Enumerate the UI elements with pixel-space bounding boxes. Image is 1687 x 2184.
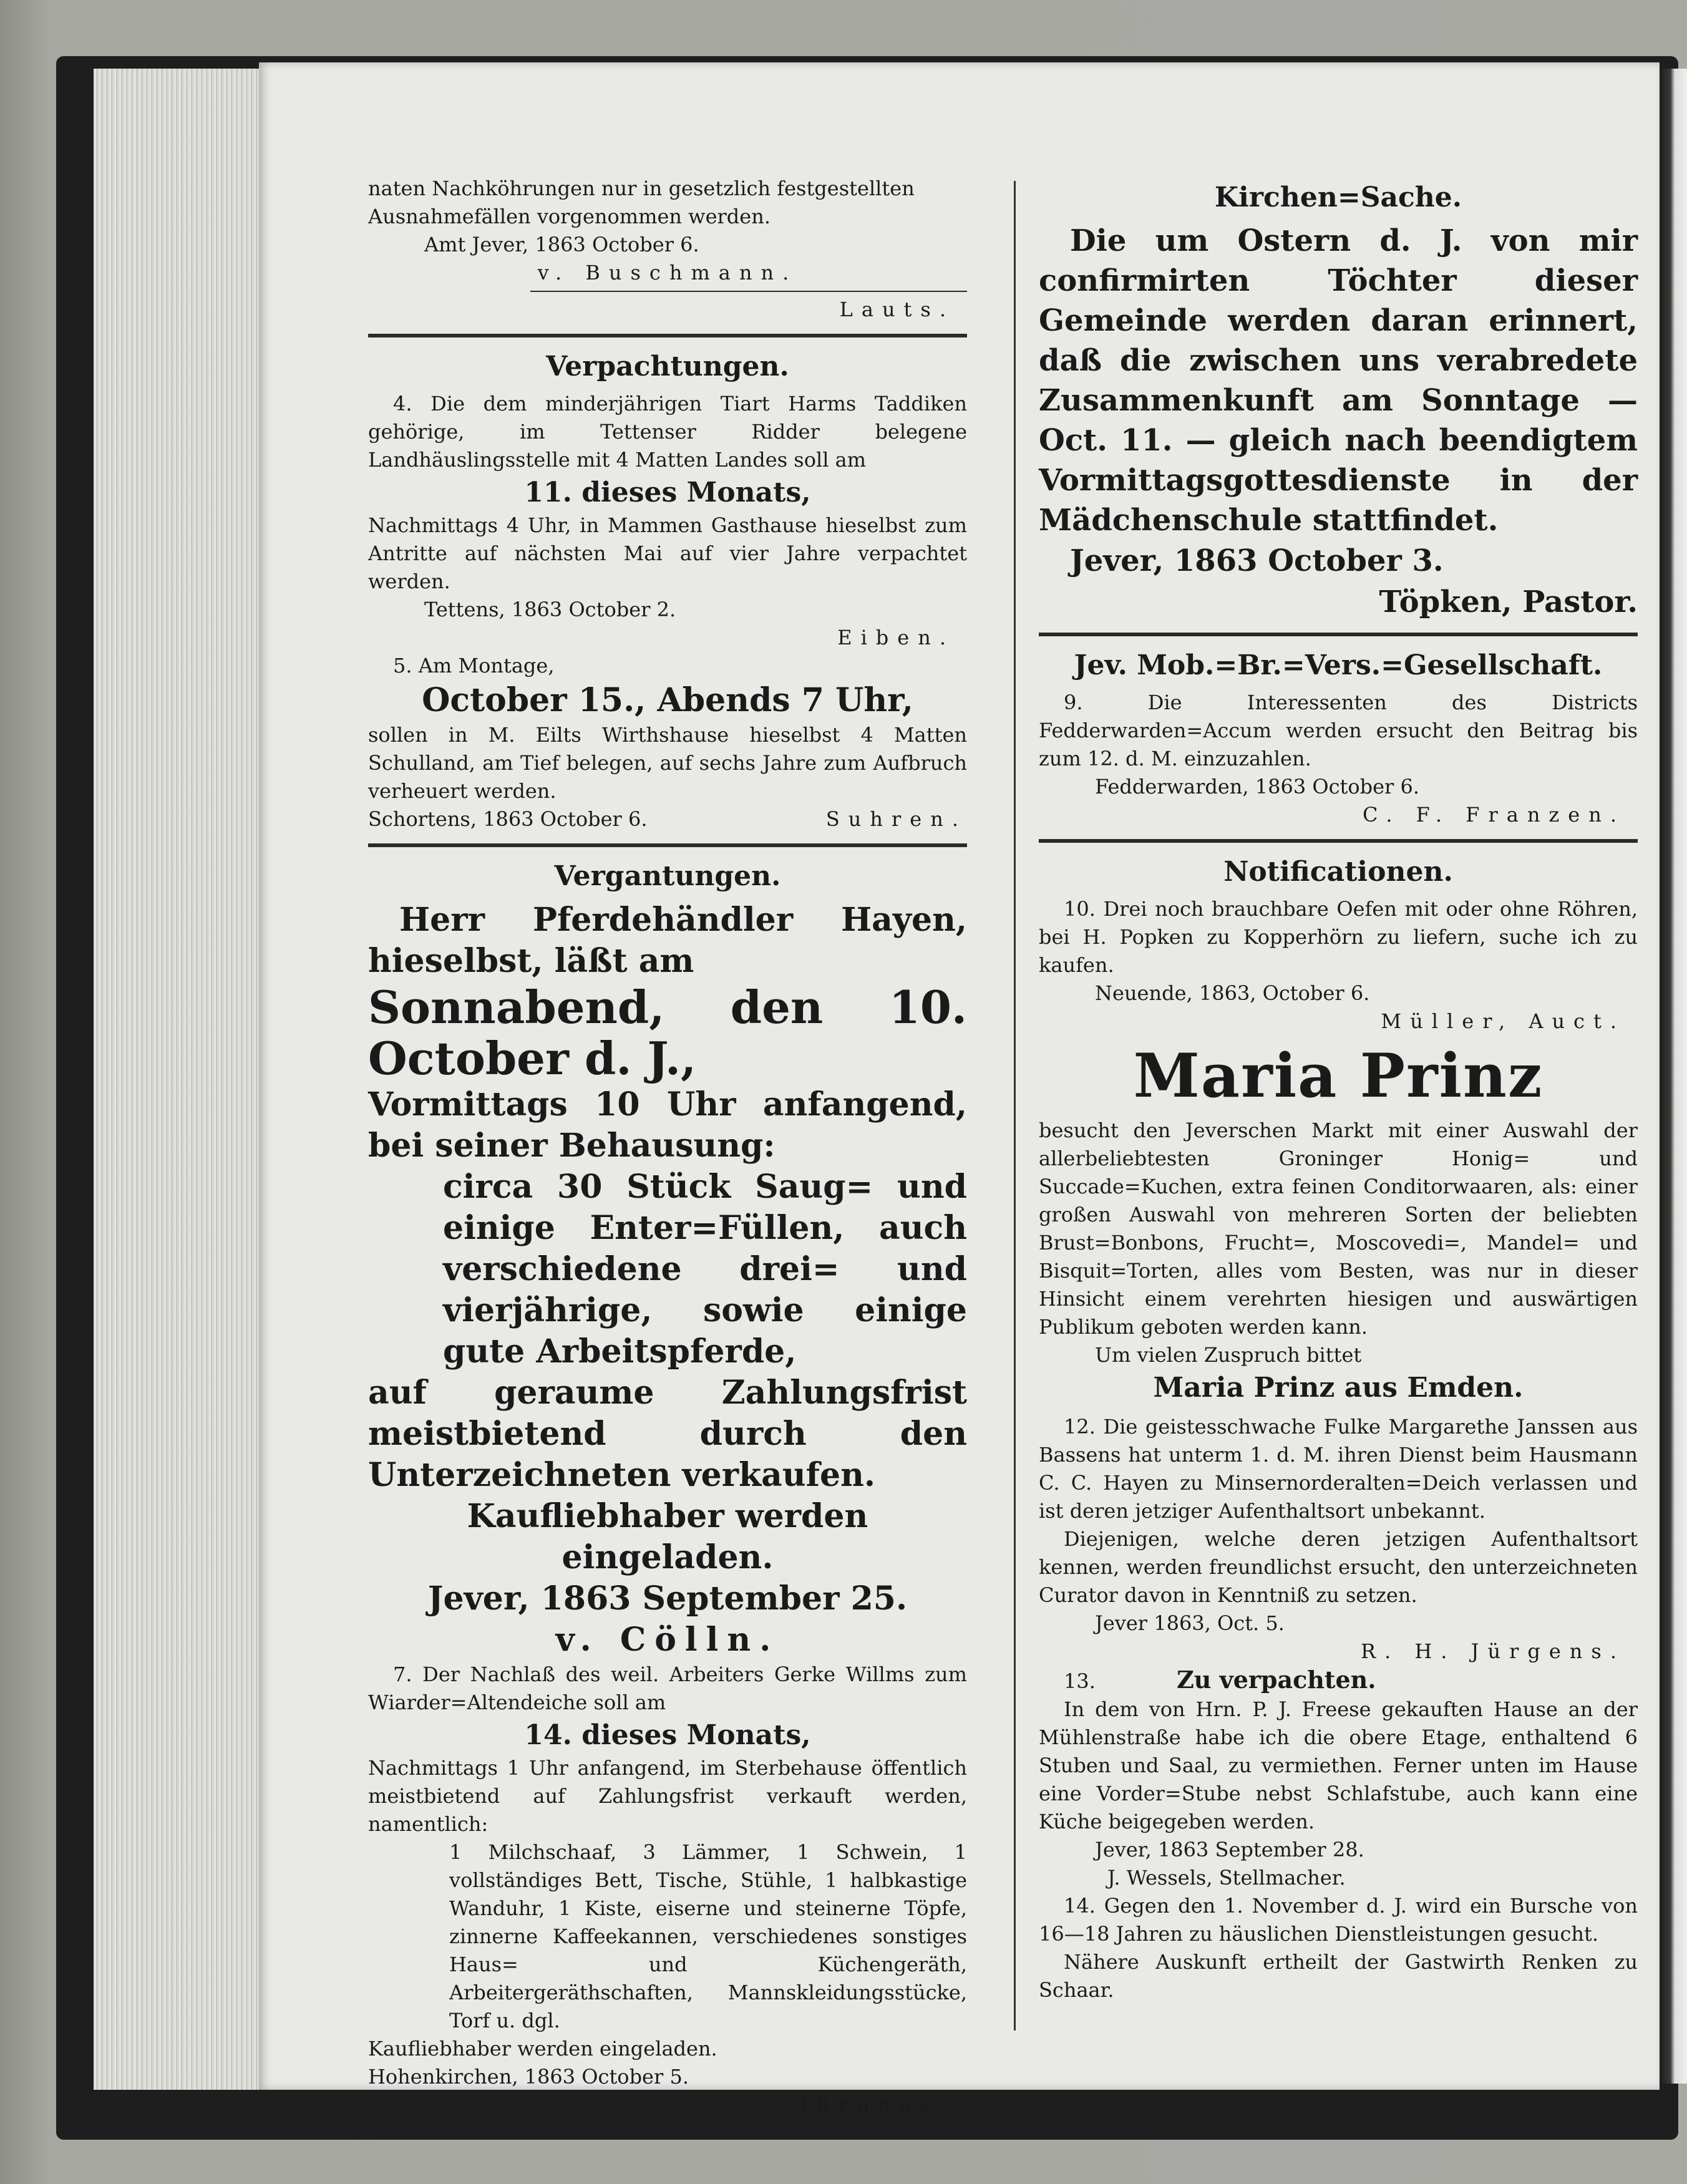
notice-5-text: sollen in M. Eilts Wirthshause hieselbst 4 Matten Schulland, am Tief belegen, auf sechs Jahre zum Aufbruch verheuert werden.	[368, 723, 967, 803]
notice-10-signature: Müller, Auct.	[1381, 1009, 1625, 1033]
notice-4-signature: Eiben.	[837, 626, 955, 649]
notice-13-place: Jever, 1863 September 28.	[1095, 1838, 1364, 1861]
left-column	[368, 175, 967, 2119]
notice-13-heading: Zu verpachten.	[1177, 1666, 1376, 1694]
notice-12-text-2: Diejenigen, welche deren jetzigen Aufenthaltsort kennen, werden freundlichst ersucht, den unterzeichneten Curator davon in Kenntniß zu setzen.	[1039, 1527, 1638, 1607]
notice-12-text: 12. Die geistesschwache Fulke Margarethe Janssen aus Bassens hat unterm 1. d. M. ihren Dienst beim Hausmann C. C. Hayen zu Minsernorderalten=Deich verlassen und ist deren jetziger Aufenthaltsort unbekannt.	[1039, 1415, 1638, 1523]
amt-place-date: Amt Jever, 1863 October 6.	[424, 233, 699, 256]
notice-4-text: 4. Die dem minderjährigen Tiart Harms Taddiken gehörige, im Tettenser Ridder belegene Landhäuslingsstelle mit 4 Matten Landes soll am	[368, 392, 967, 472]
heading-notificationen: Notificationen.	[1223, 856, 1453, 888]
maria-prinz-title: Maria Prinz	[1133, 1041, 1544, 1111]
auction-items: circa 30 Stück Saug= und einige Enter=Füllen, auch verschiedene drei= und vierjährige, sowie einige gute Arbeitspferde,	[443, 1168, 967, 1371]
column-divider	[1014, 181, 1016, 2031]
notice-7-date: 14. dieses Monats,	[524, 1719, 811, 1751]
notice-7-text: 7. Der Nachlaß des weil. Arbeiters Gerke Willms zum Wiarder=Altendeiche soll am	[368, 1662, 967, 1714]
section-rule	[1039, 633, 1638, 636]
notice-7-list: 1 Milchschaaf, 3 Lämmer, 1 Schwein, 1 vollständiges Bett, Tische, Stühle, 1 halbkastige Wanduhr, 1 Kiste, eiserne und steinerne Töpfe, zinnerne Kaffeekannen, verschiedenes sonstiges Haus= und Küchengeräth, Arbeitergeräthschaften, Mannskleidungsstücke, Torf u. dgl.	[449, 1840, 967, 2032]
notice-7-invite: Kaufliebhaber werden eingeladen.	[368, 2037, 717, 2060]
notice-5-place: Schortens, 1863 October 6.	[368, 807, 648, 831]
auction-lead: Herr Pferdehändler Hayen, hieselbst, läßt am	[368, 901, 967, 980]
notice-7-text-2: Nachmittags 1 Uhr anfangend, im Sterbehause öffentlich meistbietend auf Zahlungsfrist verkauft werden, namentlich:	[368, 1756, 967, 1836]
notice-5-signature: Suhren.	[825, 807, 967, 831]
notice-4-date: 11. dieses Monats,	[524, 477, 811, 508]
notice-4-text-2: Nachmittags 4 Uhr, in Mammen Gasthause hieselbst zum Antritte auf nächsten Mai auf vier Jahre verpachtet werden.	[368, 513, 967, 593]
signature-buschmann: v. Buschmann.	[537, 261, 798, 284]
notice-5-date: October 15., Abends 7 Uhr,	[422, 681, 913, 719]
auction-signature: v. Cölln.	[555, 1621, 780, 1659]
signature-lauts: Lauts.	[839, 298, 955, 321]
section-rule	[368, 843, 967, 847]
notice-7-signature: Jürgens.	[800, 2093, 955, 2117]
notice-14-text-2: Nähere Auskunft ertheilt der Gastwirth Renken zu Schaar.	[1039, 1950, 1638, 2002]
notice-10-text: 10. Drei noch brauchbare Oefen mit oder ohne Röhren, bei H. Popken zu Kopperhörn zu liefern, suche ich zu kaufen.	[1039, 897, 1638, 977]
notice-10-place: Neuende, 1863, October 6.	[1095, 981, 1370, 1005]
notice-12-signature: R. H. Jürgens.	[1360, 1639, 1625, 1663]
book-gutter	[1660, 69, 1687, 2084]
church-notice-signature: Töpken, Pastor.	[1379, 585, 1638, 619]
maria-prinz-request: Um vielen Zuspruch bittet	[1095, 1343, 1362, 1367]
auction-invite: Kaufliebhaber werden eingeladen.	[467, 1497, 868, 1576]
page-edges	[94, 69, 259, 2090]
notice-13-text: In dem von Hrn. P. J. Freese gekauften Hause an der Mühlenstraße habe ich die obere Etage, enthaltend 6 Stuben und Saal, zu vermiethen. Ferner unten im Hause eine Vorder=Stube nebst Schlafstube, auch kann eine Küche beigegeben werden.	[1039, 1697, 1638, 1833]
notice-5-intro: 5. Am Montage,	[393, 654, 555, 677]
notice-13-number: 13.	[1064, 1669, 1096, 1693]
notice-12-place: Jever 1863, Oct. 5.	[1095, 1611, 1285, 1635]
auction-terms: auf geraume Zahlungsfrist meistbietend durch den Unterzeichneten verkaufen.	[368, 1374, 967, 1494]
notice-4-place: Tettens, 1863 October 2.	[424, 598, 676, 621]
notice-14-text: 14. Gegen den 1. November d. J. wird ein Bursche von 16—18 Jahren zu häuslichen Dienstleistungen gesucht.	[1039, 1894, 1638, 1946]
auction-date: Sonnabend, den 10. October d. J.,	[368, 981, 967, 1085]
continuation-line-1: naten Nachköhrungen nur in gesetzlich festgestellten	[368, 177, 915, 200]
heading-verpachtungen: Verpachtungen.	[546, 351, 789, 382]
notice-9-text: 9. Die Interessenten des Districts Fedderwarden=Accum werden ersucht den Beitrag bis zum 12. d. M. einzuzahlen.	[1039, 691, 1638, 770]
notice-5-footer	[368, 805, 967, 833]
notice-9-signature: C. F. Franzen.	[1362, 803, 1625, 827]
notice-7-place: Hohenkirchen, 1863 October 5.	[368, 2065, 689, 2089]
section-rule	[1039, 839, 1638, 843]
church-notice-text: Die um Ostern d. J. von mir confirmirten Töchter dieser Gemeinde werden daran erinnert, daß die zwischen uns verabredete Zusammenkunft am Sonntage — Oct. 11. — gleich nach beendigtem Vormittagsgottesdienste in der Mädchenschule stattfindet.	[1039, 223, 1638, 538]
section-rule	[368, 334, 967, 337]
continuation-line-2: Ausnahmefällen vorgenommen werden.	[368, 205, 771, 228]
right-column	[1039, 175, 1638, 2004]
auction-place: Jever, 1863 September 25.	[427, 1580, 908, 1618]
maria-prinz-text: besucht den Jeverschen Markt mit einer Auswahl der allerbeliebtesten Groninger Honig= und Succade=Kuchen, extra feinen Conditorwaaren, als: einer großen Auswahl von mehreren Sorten der beliebten Brust=Bonbons, Frucht=, Moscovedi=, Mandel= und Bisquit=Torten, alles vom Besten, was nur in dieser Hinsicht einem verehrten hiesigen und auswärtigen Publikum geboten werden kann.	[1039, 1119, 1638, 1339]
auction-time: Vormittags 10 Uhr anfangend, bei seiner Behausung:	[368, 1085, 967, 1165]
heading-vergantungen: Vergantungen.	[554, 860, 781, 892]
maria-prinz-signature: Maria Prinz aus Emden.	[1153, 1372, 1524, 1404]
notice-13-header	[1039, 1666, 1638, 1696]
notice-9-place: Fedderwarden, 1863 October 6.	[1095, 775, 1420, 798]
signature-rule	[530, 291, 967, 292]
notice-13-signature: J. Wessels, Stellmacher.	[1107, 1866, 1346, 1890]
church-notice-place: Jever, 1863 October 3.	[1070, 543, 1444, 578]
heading-kirchen-sache: Kirchen=Sache.	[1214, 182, 1462, 213]
heading-versicherung: Jev. Mob.=Br.=Vers.=Gesellschaft.	[1074, 649, 1603, 681]
